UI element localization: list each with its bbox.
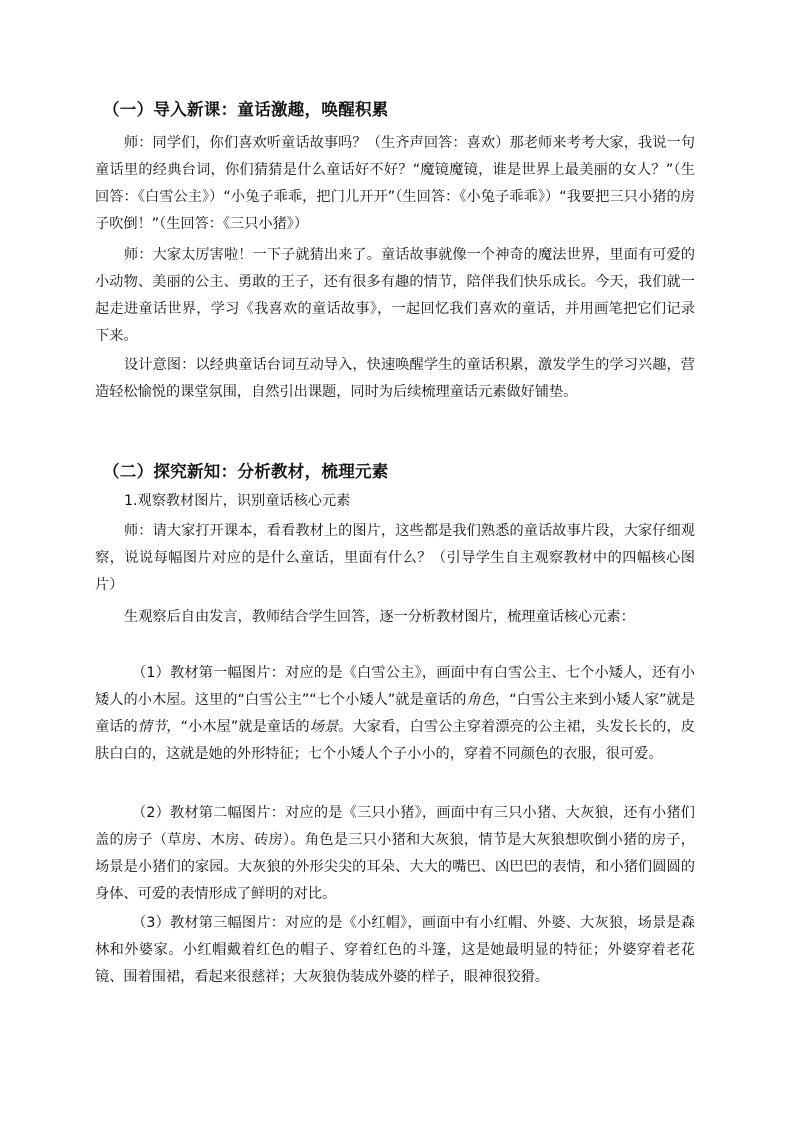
emphasis-role: 角色 xyxy=(466,692,496,708)
section-2-subheading-1: 1.观察教材图片，识别童话核心元素 xyxy=(124,493,351,509)
section-1-heading: （一）导入新课：童话激趣，唤醒积累 xyxy=(103,100,389,119)
section-2-heading: （二）探究新知：分析教材，梳理元素 xyxy=(103,462,389,481)
section-1-paragraph-2: 师：大家太厉害啦！一下子就猜出来了。童话故事就像一个神奇的魔法世界，里面有可爱的小动物、美丽的公主、勇敢的王子，还有很多有趣的情节，陪伴我们快乐成长。今天，我们就一起走进童话世界，学习《我喜欢的童话故事》，一起回忆我们喜欢的童话，并用画笔把它们记录下来。 xyxy=(95,247,695,344)
section-1-design-intent: 设计意图：以经典童话台词互动导入，快速唤醒学生的童话积累，激发学生的学习兴趣，营造轻松愉悦的课堂氛围，自然引出课题，同时为后续梳理童话元素做好铺垫。 xyxy=(95,357,695,400)
section-2-paragraph-1: 师：请大家打开课本，看看教材上的图片，这些都是我们熟悉的童话故事片段，大家仔细观察，说说每幅图片对应的是什么童话，里面有什么？（引导学生自主观察教材中的四幅核心图片） xyxy=(95,523,695,593)
textbook-item-3: （3）教材第三幅图片：对应的是《小红帽》，画面中有小红帽、外婆、大灰狼，场景是森林和外婆家。小红帽戴着红色的帽子、穿着红色的斗篷，这是她最明显的特征；外婆穿着老花镜、围着围裙，看起来很慈祥；大灰狼伪装成外婆的样子，眼神很狡猾。 xyxy=(95,915,695,985)
emphasis-plot: 情节 xyxy=(137,719,167,735)
textbook-item-1: （1）教材第一幅图片：对应的是《白雪公主》，画面中有白雪公主、七个小矮人，还有小矮人的小木屋。这里的“白雪公主”“七个小矮人”就是童话的角色，“白雪公主来到小矮人家”就是童话的情节，“小木屋”就是童话的场景。大家看，白雪公主穿着漂亮的公主裙，头发长长的，皮肤白白的，这就是她的外形特征；七个小矮人个子小小的，穿着不同颜色的衣服，很可爱。 xyxy=(95,665,695,762)
textbook-item-2: （2）教材第二幅图片：对应的是《三只小猪》，画面中有三只小猪、大灰狼，还有小猪们盖的房子（草房、木房、砖房）。角色是三只小猪和大灰狼，情节是大灰狼想吹倒小猪的房子，场景是小猪们的家园。大灰狼的外形尖尖的耳朵、大大的嘴巴、凶巴巴的表情，和小猪们圆圆的身体、可爱的表情形成了鲜明的对比。 xyxy=(95,805,695,902)
section-1-paragraph-1: 师：同学们，你们喜欢听童话故事吗？（生齐声回答：喜欢）那老师来考考大家，我说一句童话里的经典台词，你们猜猜是什么童话好不好？“魔镜魔镜，谁是世界上最美丽的女人？”（生回答：《白雪公主》）“小兔子乖乖，把门儿开开”（生回答：《小兔子乖乖》）“我要把三只小猪的房子吹倒！”（生回答：《三只小猪》） xyxy=(95,135,695,232)
emphasis-scene: 场景 xyxy=(309,719,339,735)
section-2-paragraph-2: 生观察后自由发言，教师结合学生回答，逐一分析教材图片，梳理童话核心元素： xyxy=(124,609,635,625)
